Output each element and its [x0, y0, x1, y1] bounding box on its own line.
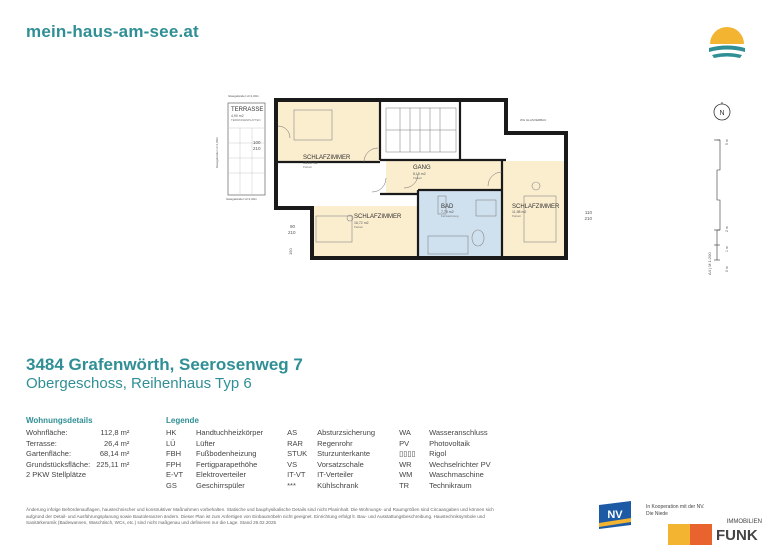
room-bedroom3-note: Parkett [512, 214, 521, 218]
details-row [26, 470, 129, 481]
legend-text: Fertigparapethöhe [196, 459, 258, 469]
legend-text: Geschirrspüler [196, 480, 245, 490]
property-address: 3484 Grafenwörth, Seerosenweg 7 [26, 355, 303, 374]
funk-small-label: IMMOBILIEN [726, 519, 762, 525]
legend-column-3 [399, 428, 491, 491]
details-row [26, 460, 129, 471]
details-row [26, 449, 129, 460]
room-terrace-area: 4,90 m2 [231, 114, 244, 118]
disclaimer: Änderung infolge Behördenauflagen, haustechnischer und konstruktiver Maßnahmen vorbehalten. Statische und bauphysikalische Details sind nicht Planinhalt. Die Wohnungs- und Raumgrößen sind Circaangaben und können sich aufgrund der Detail- und Ausführungsplanung sowie Bautoleranzen ändern. Dieser Plan ist zum Anfertigen von Einbaumöbeln nicht geeignet. Einrichtung erfolgt lt. Bau- und Ausstattungsbeschreibung. Haustechniksymbole und Sanitärkeramik (Badewannen, Waschtisch, WCs, etc.) sind nicht maßgenau und definieren nur die Lage. Stand 26.02.2025 [26, 507, 494, 525]
legend-abbr: FBH [166, 449, 181, 458]
coop-line-1: In Kooperation mit der NV. [646, 504, 705, 510]
room-bedroom1-note: Parkett [303, 165, 312, 169]
room-bedroom1-name: SCHLAFZIMMER [303, 155, 351, 161]
details-label: 2 PKW Stellplätze [26, 470, 87, 479]
room-bedroom1-area: 15,03 m2 [303, 161, 318, 165]
room-terrace-name: TERRASSE [231, 107, 264, 113]
details-row [26, 428, 129, 439]
room-bedroom2-name: SCHLAFZIMMER [354, 214, 402, 220]
dim-4: 210 [584, 216, 592, 221]
north-label: N [719, 110, 725, 117]
legend-abbr: IT-VT [287, 470, 306, 479]
dim-6: 210 [253, 146, 261, 151]
details-row [26, 439, 129, 450]
details-value: 112,8 m² [100, 428, 130, 437]
railing-bottom-label: Glasgeländer H=1,00m [226, 197, 257, 201]
legend-text: Elektroverteiler [196, 470, 247, 479]
details-label: Wohnfläche: [26, 428, 68, 437]
legend-heading: Legende [166, 416, 199, 425]
room-terrace-note: TERRASSENPLATTEN [231, 118, 261, 122]
legend [166, 416, 491, 491]
legend-abbr: *** [287, 480, 296, 490]
railing-side-label: Glasgeländer H=1,00m [215, 137, 219, 168]
room-bath-area: 7,79 m2 [441, 210, 454, 214]
legend-abbr: WR [399, 459, 412, 469]
room-bedroom2-note: Parkett [354, 225, 363, 229]
legend-abbr: TR [399, 480, 410, 490]
dim-5: 100 [253, 140, 261, 145]
scale-tick-0: 0 m [725, 266, 729, 272]
legend-column-2 [287, 428, 375, 491]
legend-abbr: STUK [287, 449, 308, 458]
nv-logo [597, 501, 633, 529]
room-bedroom2-area: 16,72 m2 [354, 221, 369, 225]
details-table [26, 428, 129, 481]
legend-text: Lüfter [196, 438, 216, 448]
legend-abbr: FPH [166, 459, 181, 469]
legend-text: Technikraum [429, 480, 472, 490]
legend-abbr: GS [166, 480, 177, 490]
brand-logo [706, 24, 748, 64]
coop-line-2: Die Niede [646, 510, 668, 517]
details-value [90, 470, 129, 481]
room-bath-name: BAD [441, 204, 454, 210]
scale-tick-2: 2 m [725, 226, 729, 232]
dim-2: 210 [288, 230, 296, 235]
legend-abbr: WA [399, 428, 411, 437]
scale-tick-1: 1 m [725, 246, 729, 252]
legend-abbr: PV [399, 438, 410, 448]
legend-text: Wechselrichter PV [429, 459, 491, 469]
legend-abbr: ▯▯▯▯ [399, 449, 416, 458]
funk-logo [668, 512, 768, 545]
nv-label: NV [607, 509, 623, 521]
legend-text: Absturzsicherung [317, 428, 376, 437]
legend-text: Rigol [429, 449, 447, 458]
details-heading: Wohnungsdetails [26, 416, 93, 425]
legend-text: Photovoltaik [429, 438, 470, 448]
room-hall-name: GANG [413, 165, 431, 171]
details-label: Gartenfläche: [26, 449, 72, 458]
room-bath-note: Feinsteinzeug [441, 214, 459, 218]
room-bedroom3-area: 11,98 m2 [512, 210, 527, 214]
legend-column-1 [166, 428, 263, 491]
site-url[interactable]: mein-haus-am-see.at [26, 22, 199, 41]
legend-text: Vorsatzschale [317, 459, 364, 469]
dim-3: 110 [584, 210, 592, 215]
property-subtitle: Obergeschoss, Reihenhaus Typ 6 [26, 375, 252, 392]
room-hall-note: Parkett [413, 176, 422, 180]
scale-label: A4 | M 1:200 [707, 252, 712, 275]
details-value: 68,14 m² [99, 449, 130, 458]
legend-text: Wasseranschluss [429, 428, 488, 437]
north-and-scale [700, 100, 740, 280]
floor-plan [200, 88, 590, 268]
funk-label: FUNK [716, 527, 758, 544]
details-value: 225,11 m² [96, 459, 130, 469]
railing-top-label: Glasgeländer H=1,00m [228, 94, 259, 98]
legend-abbr: E-VT [166, 470, 184, 479]
glass-label: WG GLASVERBAU [520, 118, 547, 122]
legend-text: Handtuchheizkörper [196, 428, 264, 437]
legend-text: IT-Verteiler [317, 470, 354, 479]
legend-abbr: VS [287, 459, 298, 469]
scale-tick-5: 5 m [725, 139, 729, 145]
details-value: 26,4 m² [103, 438, 130, 448]
legend-abbr: LÜ [166, 438, 176, 448]
room-hall-area: 8,19 m2 [413, 172, 426, 176]
legend-abbr: RAR [287, 438, 303, 448]
legend-abbr: AS [287, 428, 298, 437]
details-label: Terrasse: [26, 438, 57, 448]
legend-text: Fußbodenheizung [196, 449, 257, 458]
apartment-details [26, 416, 129, 481]
dim-1: 90 [290, 224, 296, 229]
legend-text: Waschmaschine [429, 470, 484, 479]
legend-text: Regenrohr [317, 438, 353, 448]
legend-text: Kühlschrank [317, 480, 359, 490]
details-label: Grundstücksfläche: [26, 459, 91, 469]
room-bedroom3-name: SCHLAFZIMMER [512, 204, 560, 210]
dim-7: 150 [288, 248, 293, 255]
legend-abbr: WM [399, 470, 413, 479]
legend-abbr: HK [166, 428, 177, 437]
legend-text: Sturzunterkante [317, 449, 371, 458]
